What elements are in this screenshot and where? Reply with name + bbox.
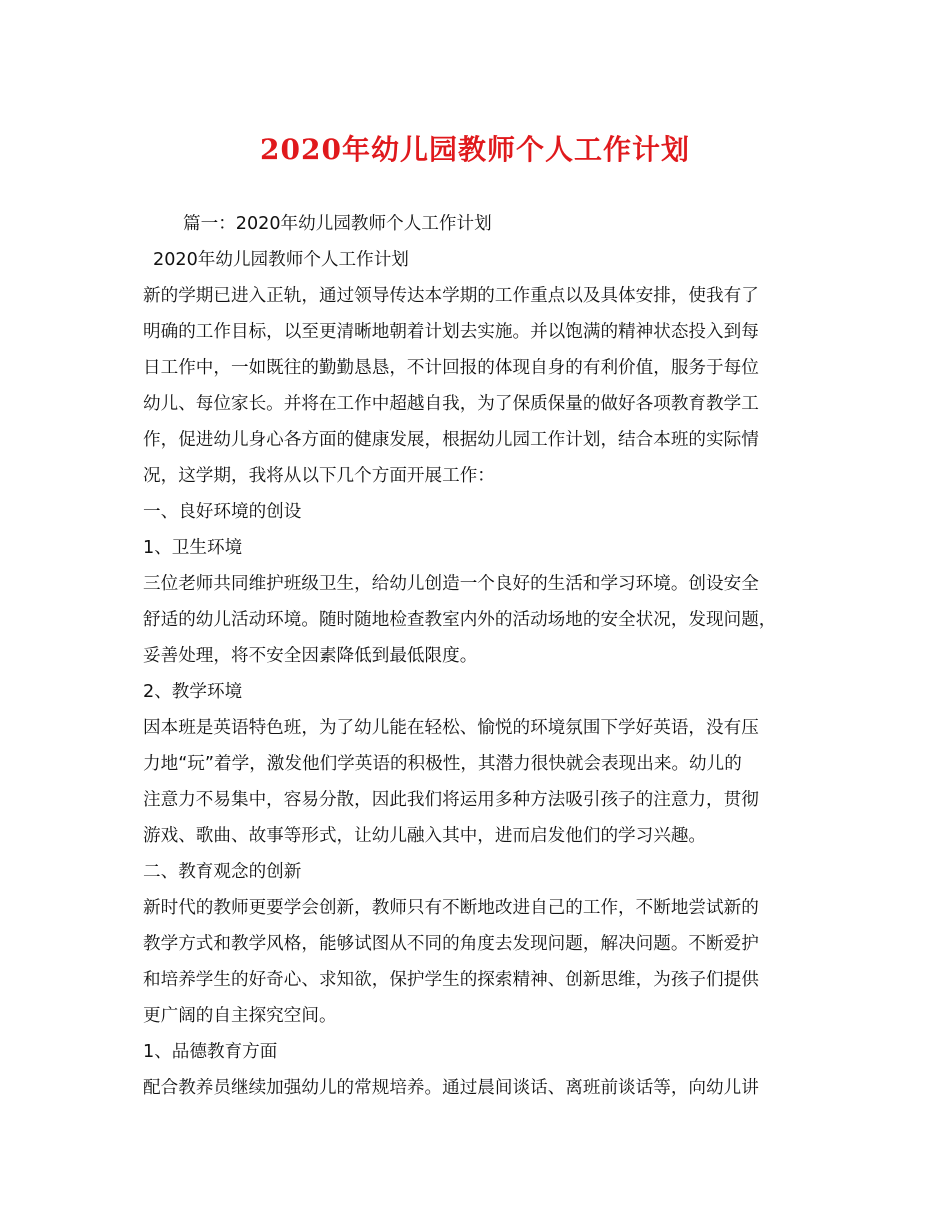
text-line: 幼儿、每位家长。并将在工作中超越自我，为了保质保量的做好各项教育教学工: [143, 394, 759, 414]
section-heading: 一、良好环境的创设: [143, 502, 302, 522]
text-line: 舒适的幼儿活动环境。随时随地检查教室内外的活动场地的安全状况，发现问题，: [143, 610, 777, 630]
text-line: 力地“玩”着学，激发他们学英语的积极性，其潜力很快就会表现出来。幼儿的: [143, 754, 742, 774]
text-line: 新时代的教师更要学会创新，教师只有不断地改进自己的工作，不断地尝试新的: [143, 898, 759, 918]
subsection-heading: 1、品德教育方面: [143, 1042, 278, 1062]
section-heading: 二、教育观念的创新: [143, 862, 302, 882]
text-line: 配合教养员继续加强幼儿的常规培养。通过晨间谈话、离班前谈话等，向幼儿讲: [143, 1078, 759, 1098]
text-line: 更广阔的自主探究空间。: [143, 1006, 337, 1026]
text-line: 教学方式和教学风格，能够试图从不同的角度去发现问题，解决问题。不断爱护: [143, 934, 759, 954]
subsection-heading: 2、教学环境: [143, 682, 243, 702]
text-line: 游戏、歌曲、故事等形式，让幼儿融入其中，进而启发他们的学习兴趣。: [143, 826, 707, 846]
text-line: 妥善处理，将不安全因素降低到最低限度。: [143, 646, 478, 666]
text-line: 因本班是英语特色班，为了幼儿能在轻松、愉悦的环境氛围下学好英语，没有压: [143, 718, 759, 738]
subsection-heading: 1、卫生环境: [143, 538, 243, 558]
text-line: 注意力不易集中，容易分散，因此我们将运用多种方法吸引孩子的注意力，贯彻: [143, 790, 759, 810]
text-line: 和培养学生的好奇心、求知欲，保护学生的探索精神、创新思维，为孩子们提供: [143, 970, 759, 990]
text-line: 作，促进幼儿身心各方面的健康发展，根据幼儿园工作计划，结合本班的实际情: [143, 430, 759, 450]
text-line: 新的学期已进入正轨，通过领导传达本学期的工作重点以及具体安排，使我有了: [143, 286, 759, 306]
text-line: 2020年幼儿园教师个人工作计划: [153, 250, 409, 270]
text-line: 三位老师共同维护班级卫生，给幼儿创造一个良好的生活和学习环境。创设安全: [143, 574, 759, 594]
document-body: [143, 206, 808, 1106]
text-line: 日工作中，一如既往的勤勤恳恳，不计回报的体现自身的有利价值，服务于每位: [143, 358, 759, 378]
text-line: 篇一：2020年幼儿园教师个人工作计划: [183, 214, 492, 234]
text-line: 明确的工作目标，以至更清晰地朝着计划去实施。并以饱满的精神状态投入到每: [143, 322, 759, 342]
document-title: 2020年幼儿园教师个人工作计划: [260, 133, 690, 166]
text-line: 况，这学期，我将从以下几个方面开展工作：: [143, 466, 495, 486]
